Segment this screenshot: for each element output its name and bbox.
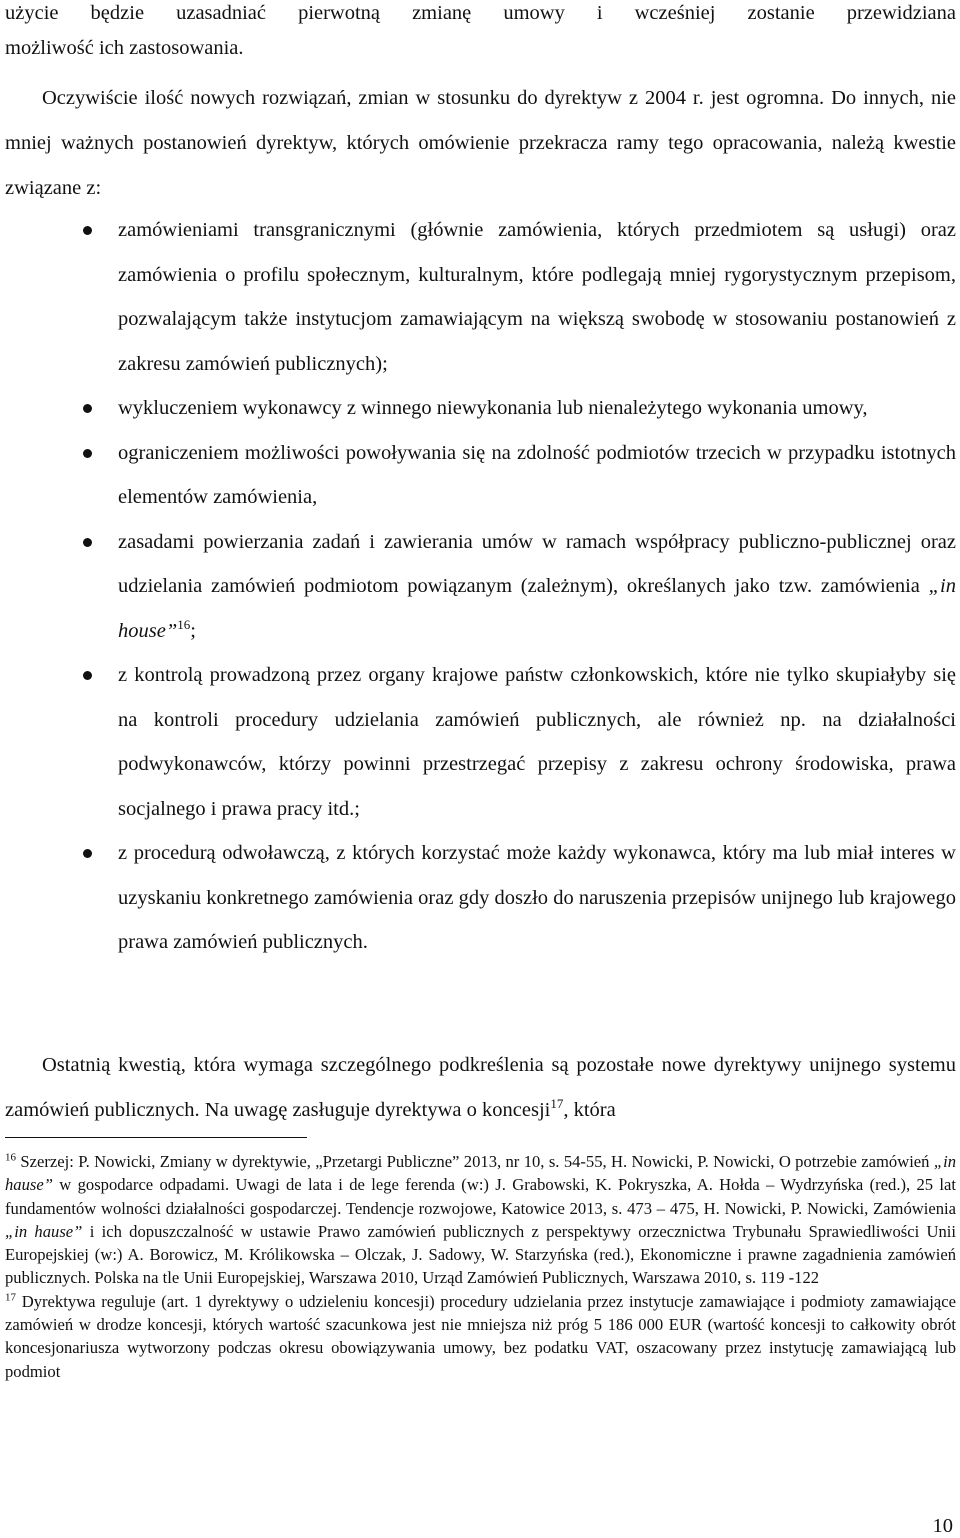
bullet-list [118, 208, 956, 965]
body-paragraph [5, 76, 956, 211]
footnote-italic: „in hause” [5, 1152, 956, 1195]
paragraph-text-start: Ostatnią kwestią, która wymaga szczególnego podkreślenia są pozostałe nowe dyrektywy unijnego systemu zamówień publicznych. Na uwagę zasługuje dyrektywa o koncesji [5, 1054, 956, 1121]
list-item [118, 386, 956, 431]
paragraph-text-end: , która [563, 1099, 616, 1121]
list-item-text: zamówieniami transgranicznymi (głównie zamówienia, których przedmiotem są usługi) oraz zamówienia o profilu społecznym, kulturalnym, które podlegają mniej rygorystycznym przepisom, pozwalającym także instytucjom zamawiającym na większą swobodę w stosowaniu postanowień z zakresu zamówień publicznych); [118, 219, 956, 375]
footnote-text: Szerzej: P. Nowicki, Zmiany w dyrektywie, „Przetargi Publiczne” 2013, nr 10, s. 54-55, H. Nowicki, P. Nowicki, O potrzebie zamówień [16, 1152, 934, 1171]
footnote-number: 16 [5, 1151, 16, 1164]
list-item-text: ograniczeniem możliwości powoływania się na zdolność podmiotów trzecich w przypadku istotnych elementów zamówienia, [118, 441, 956, 508]
paragraph-text [5, 1043, 956, 1133]
list-item [118, 520, 956, 654]
footnote-reference[interactable]: 16 [177, 616, 191, 632]
italic-term: „in house” [118, 575, 956, 642]
bullet-icon [83, 404, 92, 413]
list-item-text: wykluczeniem wykonawcy z winnego niewykonania lub nienależytego wykonania umowy, [118, 397, 868, 419]
list-item [118, 431, 956, 520]
list-item-text-end: ; [190, 619, 196, 642]
paragraph-text: Oczywiście ilość nowych rozwiązań, zmian w stosunku do dyrektyw z 2004 r. jest ogromna. Do innych, nie mniej ważnych postanowień dyrektyw, których omówienie przekracza ramy tego opracowania, należą kwestie związane z: [5, 87, 956, 199]
bullet-icon [83, 671, 92, 680]
footnote-italic: „in hause” [5, 1221, 83, 1241]
bullet-icon [83, 538, 92, 547]
paragraph-line: możliwość ich zastosowania. [5, 37, 244, 59]
footnote [5, 1290, 956, 1383]
list-item-text: z kontrolą prowadzoną przez organy krajowe państw członkowskich, które nie tylko skupiałyby się na kontroli procedury udzielania zamówień publicznych, ale również np. na działalności podwykonawców, którzy powinni przestrzegać przepisy z zakresu ochrony środowiska, prawa socjalnego i prawa pracy itd.; [118, 664, 956, 820]
list-item [118, 831, 956, 965]
footnote-separator [5, 1137, 307, 1138]
top-paragraph [5, 0, 956, 61]
bullet-icon [83, 849, 92, 858]
footnotes [5, 1150, 956, 1383]
paragraph-line: użycie będzie uzasadniać pierwotną zmianę umowy i wcześniej zostanie przewidziana [5, 2, 956, 24]
page-number: 10 [932, 1515, 953, 1537]
list-item [118, 653, 956, 831]
footnote-text: Dyrektywa reguluje (art. 1 dyrektywy o udzieleniu koncesji) procedury udzielania przez instytucje zamawiające i podmioty zamawiające zamówień w drodze koncesji, których wartość szacunkowa jest nie mniejsza niż próg 5 186 000 EUR (wartość koncesji to całkowity obrót koncesjonariusza wytworzony podczas okresu obowiązywania umowy, bez podatku VAT, oszacowany przez instytucję zamawiającą lub podmiot [5, 1291, 956, 1381]
list-item-text: z procedurą odwoławczą, z których korzystać może każdy wykonawca, który ma lub miał interes w uzyskaniu konkretnego zamówienia oraz gdy doszło do naruszenia przepisów unijnego lub krajowego prawa zamówień publicznych. [118, 842, 956, 953]
list-item-text: zasadami powierzania zadań i zawierania umów w ramach współpracy publiczno-publicznej oraz udzielania zamówień podmiotom powiązanym (zależnym), określanych jako tzw. zamówienia [118, 530, 956, 597]
closing-paragraph [5, 1043, 956, 1133]
footnote [5, 1150, 956, 1290]
list-item [118, 208, 956, 386]
footnote-reference[interactable]: 17 [550, 1096, 564, 1112]
footnote-number: 17 [5, 1291, 16, 1304]
bullet-icon [83, 449, 92, 458]
bullet-icon [83, 226, 92, 235]
footnote-text: i ich dopuszczalność w ustawie Prawo zamówień publicznych z perspektywy orzecznictwa Trybunału Sprawiedliwości Unii Europejskiej (w:) A. Borowicz, M. Królikowska – Olczak, J. Sadowy, W. Starzyńska (red.), Ekonomiczne i prawne zagadnienia zamówień publicznych. Polska na tle Unii Europejskiej, Warszawa 2010, Urząd Zamówień Publicznych, Warszawa 2010, s. 119 -122 [5, 1221, 957, 1288]
footnote-text: w gospodarce odpadami. Uwagi de lata i de lege ferenda (w:) J. Grabowski, K. Pokryszka, A. Hołda – Wydrzyńska (red.), 25 lat fundamentów wolności działalności gospodarczej. Tendencje rozwojowe, Katowice 2013, s. 473 – 475, H. Nowicki, P. Nowicki, Zamówienia [5, 1175, 956, 1218]
